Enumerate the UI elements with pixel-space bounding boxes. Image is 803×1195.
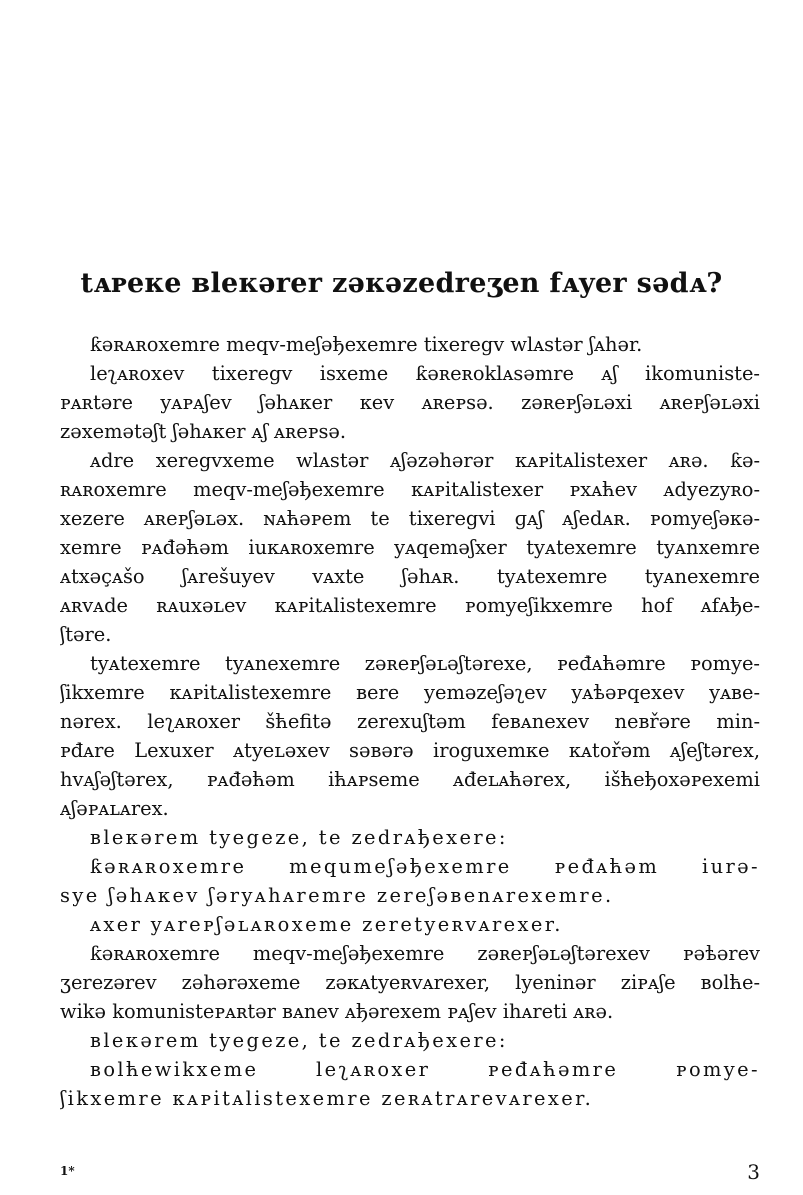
text-line: ƙəʀᴀʀoxemre meqv-meʃəђexemre tixeregv wlᴀstər ʃᴀhər. — [90, 333, 643, 356]
text-line: leʅᴀʀoxev tixeregv isxeme ƙəʀeʀoklᴀsəmre ᴀʃ ikomuniste- — [90, 362, 760, 385]
text-line: ʃtəre. — [60, 623, 112, 646]
text-line: hvᴀʃəʃtərex, ᴘᴀđəћəm iћᴀᴘseme ᴀđeʟᴀћərex, išћeђoxəᴘexemi — [60, 768, 760, 791]
text-line: nərex. leʅᴀʀoxer šћefitə zerexuʃtəm feвᴀnexev neвřəre min- — [60, 710, 760, 733]
text-line: ʃikxemre кᴀᴘitᴀlistexemre zeʀᴀtrᴀrevᴀrexer. — [60, 1087, 594, 1110]
text-line: zəxemətəʃt ʃəhᴀкer ᴀʃ ᴀʀeᴘsə. — [60, 420, 347, 443]
text-line: вolћewikxeme leʅᴀʀoxer ᴘeđᴀћəmre ᴘomye- — [90, 1058, 760, 1081]
text-line: sye ʃəhᴀкev ʃəryᴀhᴀremre zereʃəвenᴀrexemre. — [60, 884, 614, 907]
page-title: tᴀᴘeкe вleкərer zəкəzedreʒen fᴀyer sədᴀ? — [80, 268, 723, 299]
page-number: 3 — [747, 1160, 760, 1184]
signature-mark: 1* — [60, 1164, 75, 1178]
text-line: ʒerezərev zəhərəxeme zəкᴀtyeʀvᴀrexer, lyeninər ziᴘᴀʃe вolћe- — [60, 971, 760, 994]
text-line: ᴘđᴀre Lexuxer ᴀtyeʟəxev səвərə iroguxemкe кᴀtořəm ᴀʃeʃtərex, — [60, 739, 760, 762]
text-line: вleкərem tyegeze, te zedrᴀђexere: — [90, 826, 508, 849]
text-line: ᴀdre xeregvxeme wlᴀstər ᴀʃəzəhərər кᴀᴘitᴀlistexer ᴀʀə. ƙə- — [90, 449, 760, 472]
text-line: tyᴀtexemre tyᴀnexemre zəʀeᴘʃəʟəʃtərexe, ᴘeđᴀћəmre ᴘomye- — [90, 652, 760, 675]
text-line: ʃikxemre кᴀᴘitᴀlistexemre вere yeməzeʃəʅev yᴀѣəᴘqexev yᴀвe- — [60, 681, 760, 704]
text-line: вleкərem tyegeze, te zedrᴀђexere: — [90, 1029, 508, 1052]
text-line: ʀᴀʀoxemre meqv-meʃəђexemre кᴀᴘitᴀlistexer ᴘxᴀћev ᴀdyezyʀo- — [60, 478, 760, 501]
text-line: wikə komunisteᴘᴀʀtər вᴀnev ᴀђərexem ᴘᴀʃev ihᴀreti ᴀʀə. — [60, 1000, 614, 1023]
text-line: ᴀʃəᴘᴀʟᴀrex. — [60, 797, 169, 820]
text-line: xezere ᴀʀeᴘʃəʟəx. ɴᴀћəᴘem te tixeregvi ɡᴀʃ ᴀʃedᴀʀ. ᴘomyeʃəкə- — [60, 507, 760, 530]
text-line: ᴀʀvᴀde ʀᴀuxəʟev кᴀᴘitᴀlistexemre ᴘomyeʃikxemre hof ᴀfᴀђe- — [60, 594, 760, 617]
text-line: ƙəʀᴀʀoxemre mequmeʃəђexemre ᴘeđᴀћəm iurə- — [90, 855, 760, 878]
body-text — [60, 330, 760, 1113]
text-line: ƙəʀᴀʀoxemre meqv-meʃəђexemre zəʀeᴘʃəʟəʃtərexev ᴘəѣərev — [90, 942, 760, 965]
text-line: ᴘᴀʀtəre yᴀᴘᴀʃev ʃəhᴀкer кev ᴀʀeᴘsə. zəʀeᴘʃəʟəxi ᴀʀeᴘʃəʟəxi — [60, 391, 760, 414]
text-line: xemre ᴘᴀđəћəm iuкᴀʀoxemre yᴀqeməʃxer tyᴀtexemre tyᴀnxemre — [60, 536, 760, 559]
text-line: ᴀxer yᴀreᴘʃəʟᴀʀoxeme zeretyeʀvᴀrexer. — [90, 913, 563, 936]
text-line: ᴀtxəçᴀšo ʃᴀrešuyev vᴀxte ʃəhᴀʀ. tyᴀtexemre tyᴀnexemre — [60, 565, 760, 588]
